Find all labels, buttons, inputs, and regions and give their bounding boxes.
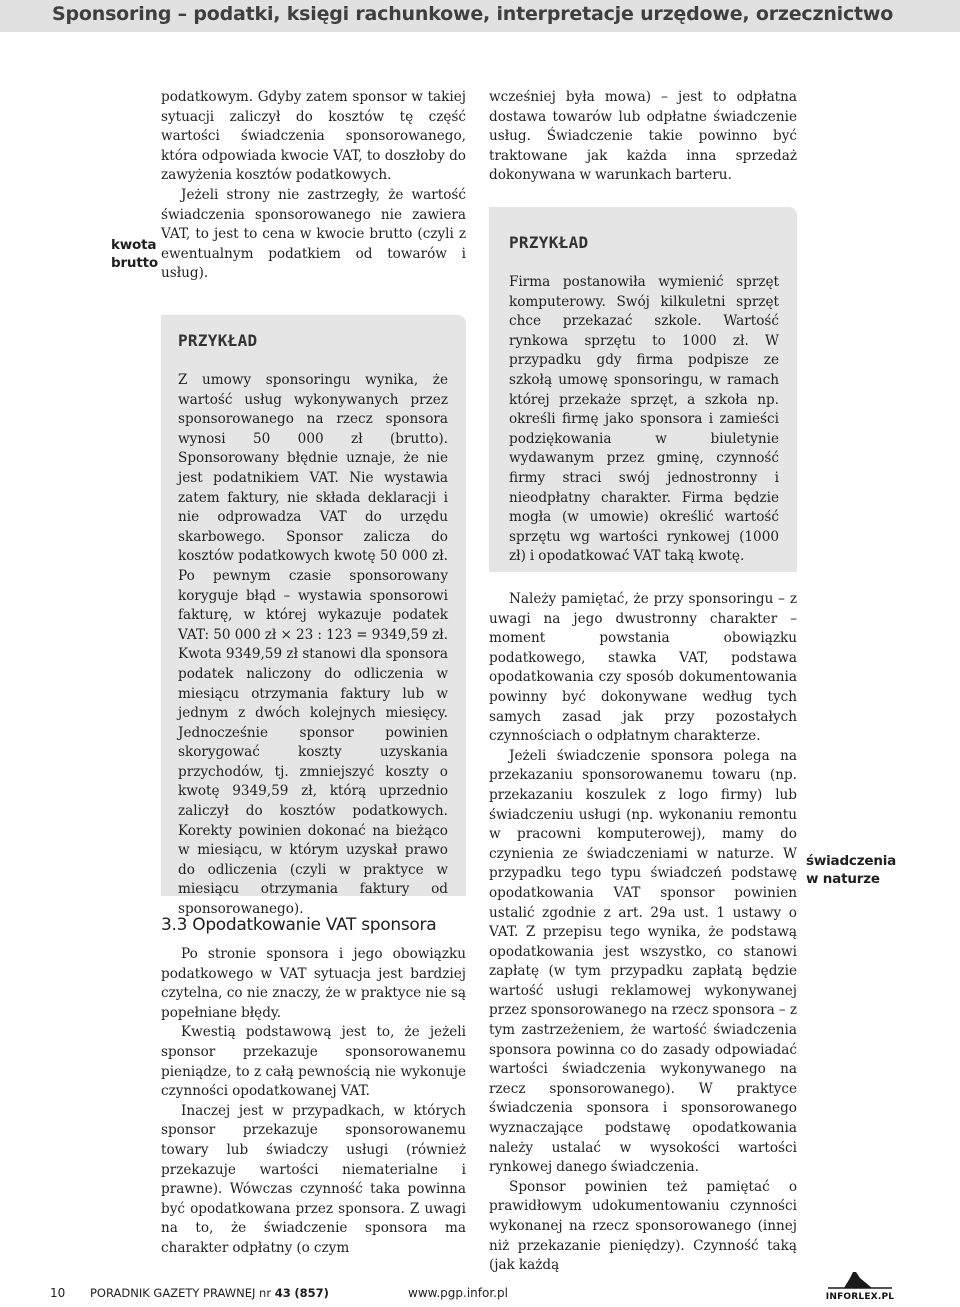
example-box-right-text: Firma postanowiła wymienić sprzęt komputerowy. Swój kilkuletni sprzęt chce przekazać szkole. Wartość rynkowa sprzętu to 1000 zł. W przypadku gdy firma podpisze ze szkołą umowę sponsoringu, w ramach której przekaże sprzęt, a szkoła np. określi firmę jako sponsora i zamieści podziękowania w biuletynie wydawanym przez gminę, czynność firmy straci swój jednostronny i nieodpłatny charakter. Firma będzie mogła (w umowie) określić wartość sprzętu wg wartości rynkowej (1000 zł) i opodatkować VAT taką kwotę. [509, 274, 779, 565]
example-box-left [161, 315, 466, 918]
example-box-left-title: PRZYKŁAD [178, 331, 258, 350]
issue-total: (857) [294, 1286, 329, 1300]
publication-label: PORADNIK GAZETY PRAWNEJ nr [90, 1286, 272, 1300]
example-box-right [489, 207, 797, 572]
margin-note-line-2: w naturze [806, 871, 880, 887]
margin-note-swiadczenia-w-naturze [806, 852, 896, 888]
page-footer [0, 1286, 960, 1307]
right-paragraph-2: Jeżeli świadczenie sponsora polega na przekazaniu sponsorowanemu towaru (np. przekazaniu koszulek z logo firmy) lub świadczeniu usługi (np. wykonaniu remontu w pracowni komputerowej), mamy do czynienia ze świadczeniami w naturze. W przypadku tego typu świadczeń podstawę opodatkowania VAT sponsor powinien ustalić zgodnie z art. 29a ust. 1 ustawy o VAT. Z przepisu tego wynika, że podstawą opodatkowania jest wszystko, co stanowi zapłatę (w tym przypadku zapłatą będzie wartość usługi reklamowej wykonywanej przez sponsorowanego na rzecz sponsora – z tym zastrzeżeniem, że wartość świadczenia sponsora powinna co do zasady odpowiadać wartości świadczenia wykonywanego na rzecz sponsorowanego). W praktyce świadczenia sponsora i sponsorowanego wyznaczające podstawę opodatkowania należy ustalać w wysokości wartości rynkowej danego świadczenia. [489, 747, 797, 1176]
logo-text: INFORLEX.PL [825, 1292, 895, 1302]
section-paragraph-1: Po stronie sponsora i jego obowiązku podatkowego w VAT sytuacja jest bardziej czytelna, co nie znaczy, że w praktyce nie są popełniane błędy. [161, 946, 466, 1021]
publication-name [90, 1286, 329, 1300]
example-box-left-text: Z umowy sponsoringu wynika, że wartość usług wykonywanych przez sponsorowanego na rzecz sponsora wynosi 50 000 zł (brutto). Sponsorowany błędnie uznaje, że nie jest podatnikiem VAT. Nie wystawia zatem faktury, nie składa deklaracji i nie odprowadza VAT do urzędu skarbowego. Sponsor zalicza do kosztów podatkowych kwotę 50 000 zł. Po pewnym czasie sponsorowany koryguje błąd – wystawia sponsorowi fakturę, w której wykazuje podatek VAT: 50 000 zł × 23 : 123 = 9349,59 zł. Kwota 9349,59 zł stanowi dla sponsora podatek naliczony do odliczenia w miesiącu otrzymania faktury lub w jednym z dwóch kolejnych miesięcy. Jednocześnie sponsor powinien skorygować koszty uzyskania przychodów, tj. zmniejszyć koszty o kwotę 9349,59 zł, którą uprzednio zaliczył do kosztów podatkowych. Korekty powinien dokonać na bieżąco w miesiącu, w którym uzyskał prawo do odliczenia (czyli w praktyce w miesiącu otrzymania faktury od sponsorowanego). [178, 372, 448, 918]
header-title: Sponsoring – podatki, księgi rachunkowe, interpretacje urzędowe, orzecznictwo [52, 3, 894, 25]
left-section-text [161, 945, 466, 1259]
margin-note-line-2: brutto [111, 255, 158, 271]
inforlex-logo [820, 1272, 900, 1304]
right-paragraph-1: Należy pamiętać, że przy sponsoringu – z uwagi na jego dwustronny charakter – moment powstania obowiązku podatkowego, stawka VAT, podstawa opodatkowania czy sposób dokumentowania powinny być dokonywane według tych samych zasad jak przy pozostałych czynnościach o odpłatnym charakterze. [489, 591, 797, 745]
right-intro-paragraph: wcześniej była mowa) – jest to odpłatna dostawa towarów lub odpłatne świadczenie usług. Świadczenie takie powinno być traktowane jak każda inna sprzedaż dokonywana w warunkach barteru. [489, 89, 797, 184]
right-column-body [489, 590, 797, 1276]
margin-note-kwota-brutto [111, 236, 158, 272]
left-intro-paragraph-1: podatkowym. Gdyby zatem sponsor w takiej sytuacji zaliczył do kosztów tę część wartości świadczenia sponsorowanego, która odpowiada kwocie VAT, to doszłoby do zawyżenia kosztów podatkowych. [161, 89, 466, 184]
section-heading: 3.3 Opodatkowanie VAT sponsora [161, 915, 437, 935]
right-paragraph-3: Sponsor powinien też pamiętać o prawidłowym udokumentowaniu czynności wykonanej na rzecz sponsorowanego (innej niż przekazanie pieniędzy). Czynność taką (jak każdą [489, 1178, 797, 1274]
logo-icon [820, 1272, 900, 1292]
margin-note-line-1: kwota [111, 237, 157, 253]
example-box-right-title: PRZYKŁAD [509, 233, 589, 252]
website-link[interactable]: www.pgp.infor.pl [408, 1286, 508, 1300]
margin-note-line-1: świadczenia [806, 853, 897, 869]
left-intro-paragraph-2: Jeżeli strony nie zastrzegły, że wartość świadczenia sponsorowanego nie zawiera VAT, to jest to cena w kwocie brutto (czyli z ewentualnym podatkiem od towarów i usług). [161, 186, 466, 282]
right-column-intro [489, 88, 797, 186]
left-column [161, 88, 466, 284]
section-paragraph-2: Kwestią podstawową jest to, że jeżeli sponsor przekazuje sponsorowanemu pieniądze, to z całą pewnością nie wykonuje czynności opodatkowanej VAT. [161, 1024, 466, 1100]
page-number: 10 [50, 1286, 66, 1300]
running-header [0, 0, 960, 32]
section-paragraph-3: Inaczej jest w przypadkach, w których sponsor przekazuje sponsorowanemu towary lub świadczy usługi (również przekazuje wartości niematerialne i prawne). Wówczas czynność taka powinna być opodatkowana przez sponsora. Z uwagi na to, że świadczenie sponsora ma charakter odpłatny (o czym [161, 1102, 466, 1256]
issue-number: 43 [274, 1286, 291, 1300]
